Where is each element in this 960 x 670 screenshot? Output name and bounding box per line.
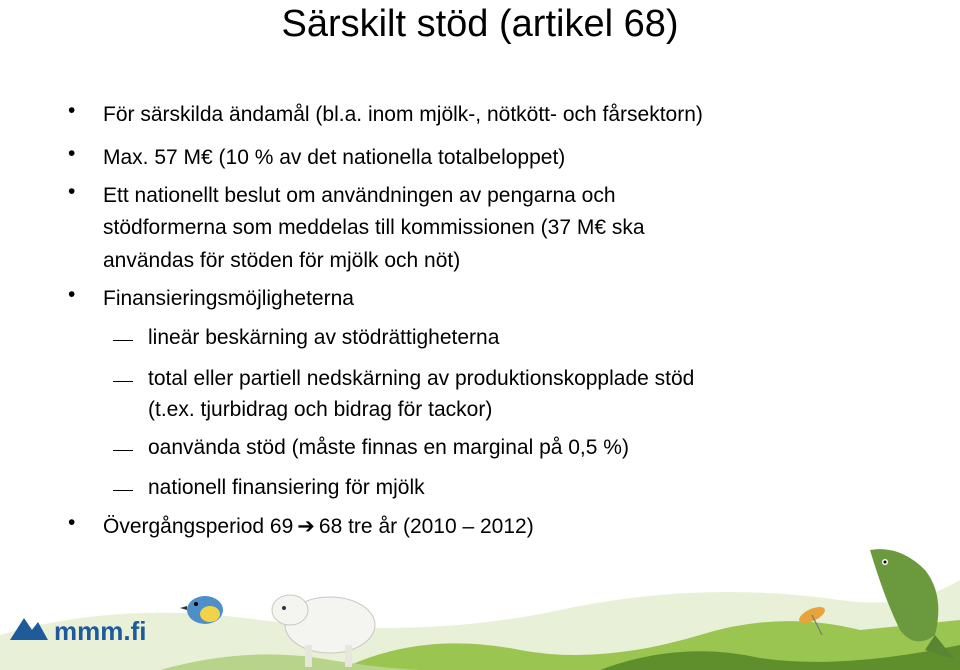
footer-landscape-illustration [0,540,960,670]
transition-period-text: Övergångsperiod 69 [103,515,294,538]
sub-bullet-item: oanvända stöd (måste finnas en marginal på 0,5 %) [148,436,629,459]
dash-marker [113,450,133,451]
bullet-item-continuation: användas för stöden för mjölk och nöt) [103,249,461,272]
transition-period-years: 68 tre år (2010 – 2012) [318,515,534,538]
bullet-item: För särskilda ändamål (bl.a. inom mjölk-, nötkött- och fårsektorn) [103,103,703,126]
bullet-marker: • [68,283,76,306]
bullet-item [103,511,534,543]
svg-text:mmm.fi: mmm.fi [54,616,147,646]
bullet-item: Finansieringsmöjligheterna [103,287,354,310]
sub-bullet-item: lineär beskärning av stödrättigheterna [148,326,500,349]
bullet-item-continuation: stödformerna som meddelas till kommissionen (37 M€ ska [103,216,645,239]
dash-marker [113,340,133,341]
bullet-item: Max. 57 M€ (10 % av det nationella totalbeloppet) [103,146,566,169]
dash-marker [113,490,133,491]
arrow-right-icon: ➔ [297,515,315,538]
slide-title: Särskilt stöd (artikel 68) [281,3,679,45]
sub-bullet-item: total eller partiell nedskärning av produktionskopplade stöd [148,367,695,390]
sub-bullet-item-continuation: (t.ex. tjurbidrag och bidrag för tackor) [148,398,493,421]
sub-bullet-item: nationell finansiering för mjölk [148,476,425,499]
bullet-marker: • [68,99,76,122]
bullet-marker: • [68,180,76,203]
bullet-item: Ett nationellt beslut om användningen av pengarna och [103,184,616,207]
dash-marker [113,381,133,382]
bullet-marker: • [68,142,76,165]
bullet-marker: • [68,511,76,534]
